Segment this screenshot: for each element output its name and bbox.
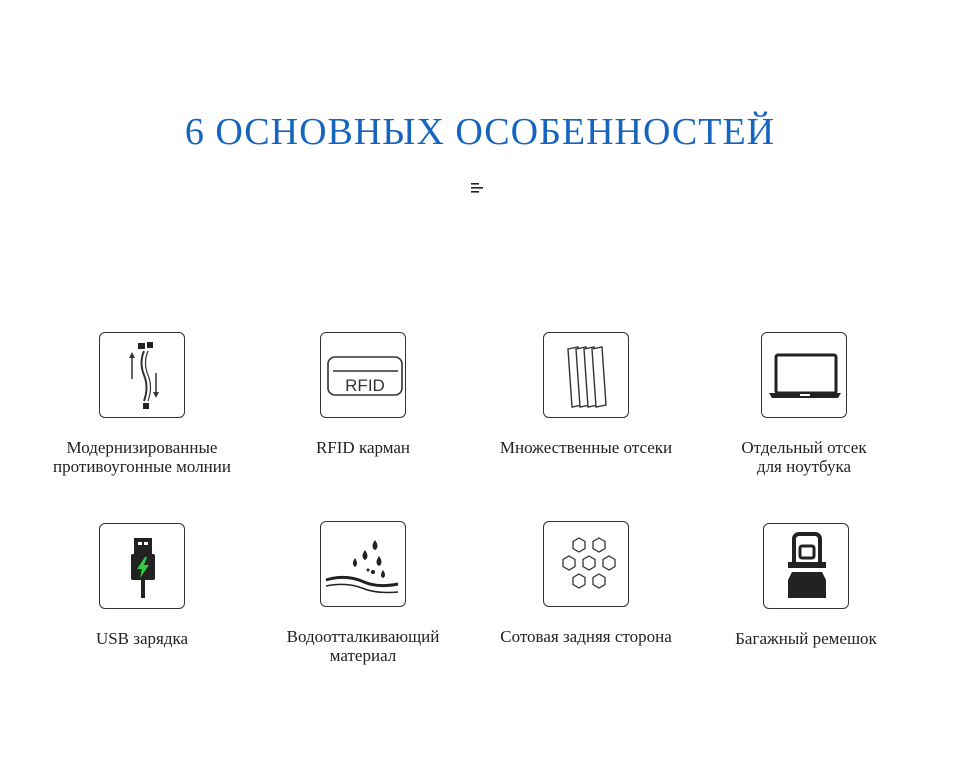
feature-laptop-compartment: [694, 332, 914, 476]
feature-usb-charging: [32, 523, 252, 648]
water-drops-icon: [320, 521, 406, 607]
usb-charge-icon: [99, 523, 185, 609]
feature-label: RFID карман: [315, 438, 411, 457]
feature-label: Водоотталкивающий материал: [286, 627, 440, 665]
rfid-text: RFID: [345, 376, 385, 395]
rfid-card-icon: [320, 332, 406, 418]
feature-label: Сотовая задняя сторона: [500, 627, 672, 646]
page-title: 6 ОСНОВНЫХ ОСОБЕННОСТЕЙ: [184, 111, 776, 153]
feature-label: Отдельный отсек для ноутбука: [741, 438, 867, 476]
feature-label: Модернизированные противоугонные молнии: [53, 438, 231, 476]
feature-label: USB зарядка: [95, 629, 189, 648]
feature-multiple-compartments: [476, 332, 696, 457]
luggage-strap-icon: [763, 523, 849, 609]
feature-anti-theft-zippers: [32, 332, 252, 476]
zipper-icon: [99, 332, 185, 418]
feature-luggage-strap: [696, 523, 916, 648]
feature-rfid-pocket: [253, 332, 473, 457]
honeycomb-icon: [543, 521, 629, 607]
laptop-icon: [761, 332, 847, 418]
feature-label: Множественные отсеки: [499, 438, 673, 457]
feature-label: Багажный ремешок: [735, 629, 877, 648]
divider-icon: [470, 182, 484, 194]
feature-water-repellent: [253, 521, 473, 665]
feature-honeycomb-back: [476, 521, 696, 646]
compartments-icon: [543, 332, 629, 418]
